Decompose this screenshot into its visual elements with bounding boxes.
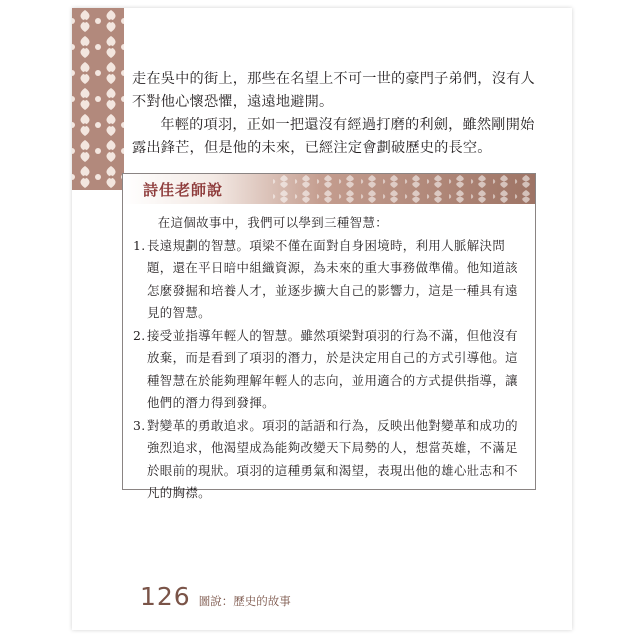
box-intro: 在這個故事中，我們可以學到三種智慧： bbox=[157, 215, 389, 230]
list-item bbox=[133, 325, 525, 415]
box-header bbox=[123, 174, 535, 204]
list-item-number: 1. bbox=[133, 237, 146, 253]
book-page bbox=[72, 8, 572, 630]
list-item-text: 接受並指導年輕人的智慧。雖然項梁對項羽的行為不滿，但他沒有放棄，而是看到了項羽的潛力，於是決定用自己的方式引導他。這種智慧在於能夠理解年輕人的志向，並用適合的方式提供指導，讓他們的潛力得到發揮。 bbox=[147, 327, 518, 410]
list-item bbox=[133, 415, 525, 505]
header-pattern-graphic bbox=[273, 174, 535, 204]
list-item-number: 2. bbox=[133, 327, 146, 343]
box-body bbox=[133, 212, 525, 505]
list-item bbox=[133, 235, 525, 325]
story-paragraph: 走在吳中的街上，那些在名望上不可一世的豪門子弟們，沒有人不對他心懷恐懼，遠遠地避開。 bbox=[132, 71, 535, 110]
page-footer bbox=[140, 582, 291, 611]
decorative-border-pattern bbox=[72, 8, 124, 190]
list-item-text: 長遠規劃的智慧。項梁不僅在面對自身困境時，利用人脈解決問題，還在平日暗中組織資源，為未來的重大事務做準備。他知道該怎麼發掘和培養人才，並逐步擴大自己的影響力，這是一種具有遠見的智慧。 bbox=[147, 237, 518, 320]
list-item-number: 3. bbox=[133, 417, 146, 433]
box-title: 詩佳老師說 bbox=[143, 181, 224, 199]
story-paragraph: 年輕的項羽，正如一把還沒有經過打磨的利劍，雖然剛開始露出鋒芒，但是他的未來，已經注定會劃破歷史的長空。 bbox=[132, 117, 535, 156]
list-item-text: 對變革的勇敢追求。項羽的話語和行為，反映出他對變革和成功的強烈追求，他渴望成為能夠改變天下局勢的人，想當英雄，不滿足於眼前的現狀。項羽的這種勇氣和渴望，表現出他的雄心壯志和不凡的胸襟。 bbox=[147, 417, 518, 500]
running-title: 圖說：歷史的故事 bbox=[198, 594, 291, 608]
teacher-says-box bbox=[122, 173, 536, 500]
story-body bbox=[132, 68, 537, 160]
lattice-pattern-graphic bbox=[72, 8, 124, 190]
page-number: 126 bbox=[140, 582, 191, 611]
